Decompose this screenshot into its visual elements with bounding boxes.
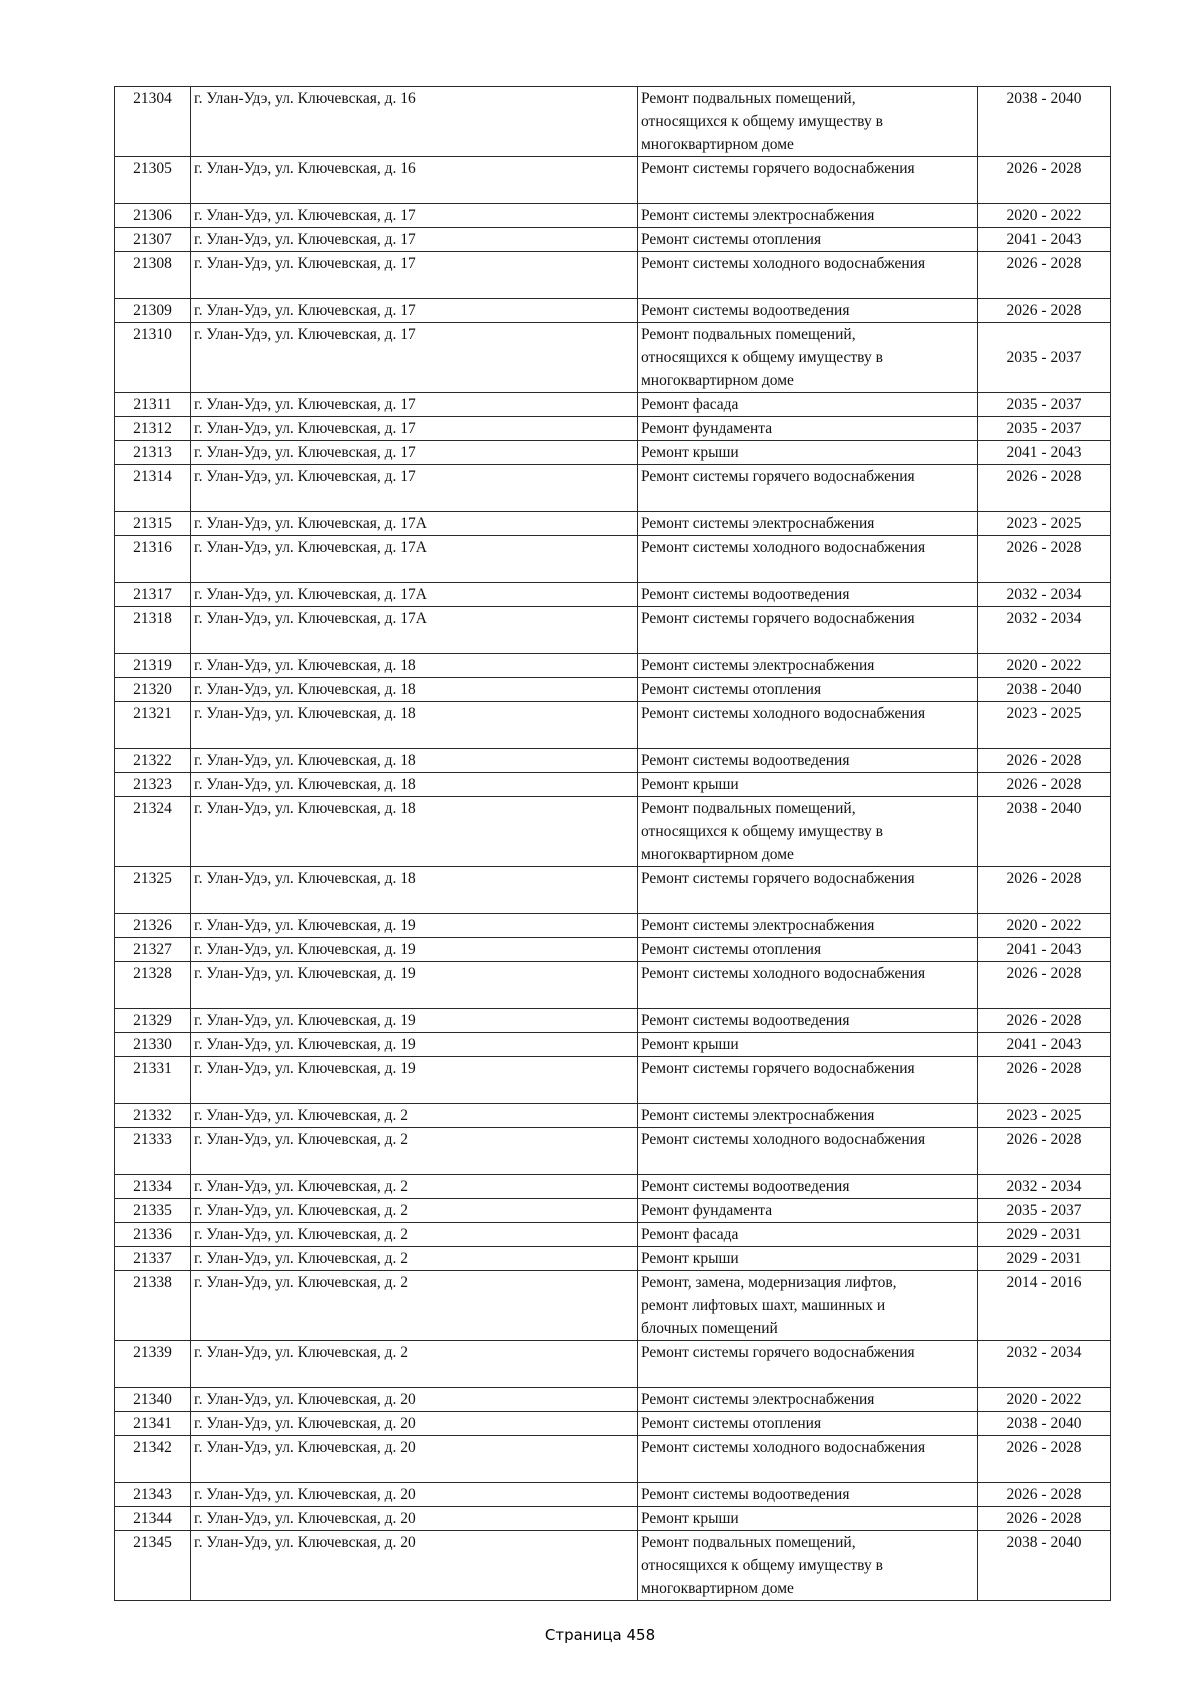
table-row [115,1388,1111,1412]
row-number: 21306 [115,204,191,228]
row-period: 2026 - 2028 [978,749,1111,773]
row-work-type: Ремонт системы горячего водоснабжения [638,465,978,512]
row-address: г. Улан-Удэ, ул. Ключевская, д. 18 [191,678,638,702]
table-row [115,607,1111,654]
row-number: 21310 [115,323,191,393]
row-address: г. Улан-Удэ, ул. Ключевская, д. 20 [191,1412,638,1436]
row-address: г. Улан-Удэ, ул. Ключевская, д. 20 [191,1507,638,1531]
row-address: г. Улан-Удэ, ул. Ключевская, д. 20 [191,1388,638,1412]
row-address: г. Улан-Удэ, ул. Ключевская, д. 19 [191,1009,638,1033]
row-period: 2029 - 2031 [978,1247,1111,1271]
row-work-type: Ремонт фундамента [638,1199,978,1223]
row-period: 2032 - 2034 [978,607,1111,654]
row-address: г. Улан-Удэ, ул. Ключевская, д. 18 [191,654,638,678]
row-number: 21327 [115,938,191,962]
row-address: г. Улан-Удэ, ул. Ключевская, д. 16 [191,157,638,204]
row-period: 2026 - 2028 [978,962,1111,1009]
table-body [115,87,1111,1601]
row-work-type: Ремонт подвальных помещений, относящихся к общему имуществу в многоквартирном доме [638,87,978,157]
row-address: г. Улан-Удэ, ул. Ключевская, д. 2 [191,1128,638,1175]
table-row [115,1223,1111,1247]
row-address: г. Улан-Удэ, ул. Ключевская, д. 18 [191,749,638,773]
row-address: г. Улан-Удэ, ул. Ключевская, д. 19 [191,1033,638,1057]
row-number: 21323 [115,773,191,797]
row-address: г. Улан-Удэ, ул. Ключевская, д. 2 [191,1223,638,1247]
row-period: 2026 - 2028 [978,157,1111,204]
row-period: 2038 - 2040 [978,1412,1111,1436]
row-number: 21328 [115,962,191,1009]
row-period: 2038 - 2040 [978,797,1111,867]
table-row [115,678,1111,702]
row-period: 2032 - 2034 [978,1175,1111,1199]
table-row [115,393,1111,417]
row-number: 21315 [115,512,191,536]
row-address: г. Улан-Удэ, ул. Ключевская, д. 2 [191,1341,638,1388]
table-row [115,773,1111,797]
row-period: 2035 - 2037 [978,1199,1111,1223]
row-work-type: Ремонт системы водоотведения [638,583,978,607]
table-row [115,1531,1111,1601]
row-work-type: Ремонт системы холодного водоснабжения [638,252,978,299]
row-number: 21314 [115,465,191,512]
row-work-type: Ремонт системы холодного водоснабжения [638,702,978,749]
row-number: 21307 [115,228,191,252]
row-period: 2035 - 2037 [978,323,1111,393]
row-address: г. Улан-Удэ, ул. Ключевская, д. 17 [191,465,638,512]
row-work-type: Ремонт крыши [638,1033,978,1057]
row-work-type: Ремонт системы отопления [638,678,978,702]
row-number: 21322 [115,749,191,773]
table-row [115,536,1111,583]
row-period: 2032 - 2034 [978,583,1111,607]
row-number: 21309 [115,299,191,323]
row-address: г. Улан-Удэ, ул. Ключевская, д. 18 [191,702,638,749]
row-work-type: Ремонт крыши [638,1247,978,1271]
row-work-type: Ремонт системы холодного водоснабжения [638,962,978,1009]
table-row [115,299,1111,323]
row-address: г. Улан-Удэ, ул. Ключевская, д. 20 [191,1531,638,1601]
row-number: 21340 [115,1388,191,1412]
row-number: 21337 [115,1247,191,1271]
row-address: г. Улан-Удэ, ул. Ключевская, д. 17 [191,204,638,228]
row-number: 21338 [115,1271,191,1341]
row-period: 2026 - 2028 [978,1057,1111,1104]
row-work-type: Ремонт, замена, модернизация лифтов, ремонт лифтовых шахт, машинных и блочных помещений [638,1271,978,1341]
row-address: г. Улан-Удэ, ул. Ключевская, д. 20 [191,1483,638,1507]
row-number: 21334 [115,1175,191,1199]
row-work-type: Ремонт системы холодного водоснабжения [638,1436,978,1483]
row-address: г. Улан-Удэ, ул. Ключевская, д. 18 [191,773,638,797]
table-row [115,441,1111,465]
row-number: 21317 [115,583,191,607]
row-work-type: Ремонт системы горячего водоснабжения [638,157,978,204]
row-period: 2041 - 2043 [978,228,1111,252]
row-address: г. Улан-Удэ, ул. Ключевская, д. 19 [191,962,638,1009]
row-period: 2026 - 2028 [978,299,1111,323]
row-address: г. Улан-Удэ, ул. Ключевская, д. 2 [191,1199,638,1223]
row-number: 21342 [115,1436,191,1483]
table-row [115,465,1111,512]
table-row [115,1412,1111,1436]
row-address: г. Улан-Удэ, ул. Ключевская, д. 17 [191,299,638,323]
row-work-type: Ремонт фасада [638,1223,978,1247]
row-number: 21344 [115,1507,191,1531]
row-number: 21339 [115,1341,191,1388]
row-address: г. Улан-Удэ, ул. Ключевская, д. 17А [191,583,638,607]
row-address: г. Улан-Удэ, ул. Ключевская, д. 17 [191,323,638,393]
row-work-type: Ремонт системы электроснабжения [638,914,978,938]
table-row [115,1199,1111,1223]
table-row [115,749,1111,773]
row-period: 2020 - 2022 [978,654,1111,678]
table-row [115,1436,1111,1483]
row-number: 21336 [115,1223,191,1247]
row-period: 2041 - 2043 [978,1033,1111,1057]
row-number: 21324 [115,797,191,867]
row-period: 2029 - 2031 [978,1223,1111,1247]
row-work-type: Ремонт системы горячего водоснабжения [638,607,978,654]
row-work-type: Ремонт системы отопления [638,938,978,962]
row-address: г. Улан-Удэ, ул. Ключевская, д. 2 [191,1104,638,1128]
row-period: 2038 - 2040 [978,1531,1111,1601]
row-period: 2020 - 2022 [978,1388,1111,1412]
row-work-type: Ремонт подвальных помещений, относящихся к общему имуществу в многоквартирном доме [638,1531,978,1601]
row-number: 21325 [115,867,191,914]
row-period: 2026 - 2028 [978,1009,1111,1033]
table-row [115,1247,1111,1271]
row-work-type: Ремонт системы холодного водоснабжения [638,1128,978,1175]
row-work-type: Ремонт системы водоотведения [638,1483,978,1507]
row-period: 2020 - 2022 [978,204,1111,228]
row-number: 21341 [115,1412,191,1436]
row-number: 21318 [115,607,191,654]
table-row [115,1175,1111,1199]
row-work-type: Ремонт системы водоотведения [638,1009,978,1033]
row-number: 21343 [115,1483,191,1507]
table-row [115,1009,1111,1033]
row-number: 21313 [115,441,191,465]
row-address: г. Улан-Удэ, ул. Ключевская, д. 17 [191,393,638,417]
repair-schedule-table [114,86,1111,1601]
row-address: г. Улан-Удэ, ул. Ключевская, д. 17 [191,228,638,252]
row-period: 2026 - 2028 [978,773,1111,797]
row-period: 2026 - 2028 [978,1436,1111,1483]
row-number: 21312 [115,417,191,441]
table-row [115,702,1111,749]
table-row [115,654,1111,678]
row-address: г. Улан-Удэ, ул. Ключевская, д. 19 [191,938,638,962]
row-work-type: Ремонт системы электроснабжения [638,1104,978,1128]
row-period: 2023 - 2025 [978,1104,1111,1128]
row-period: 2026 - 2028 [978,867,1111,914]
row-period: 2035 - 2037 [978,417,1111,441]
table-row [115,204,1111,228]
row-address: г. Улан-Удэ, ул. Ключевская, д. 2 [191,1175,638,1199]
table-row [115,1341,1111,1388]
row-period: 2032 - 2034 [978,1341,1111,1388]
row-period: 2026 - 2028 [978,536,1111,583]
row-work-type: Ремонт фундамента [638,417,978,441]
row-address: г. Улан-Удэ, ул. Ключевская, д. 19 [191,914,638,938]
row-address: г. Улан-Удэ, ул. Ключевская, д. 16 [191,87,638,157]
table-row [115,1507,1111,1531]
table-row [115,962,1111,1009]
row-number: 21308 [115,252,191,299]
row-number: 21330 [115,1033,191,1057]
row-period: 2023 - 2025 [978,512,1111,536]
row-address: г. Улан-Удэ, ул. Ключевская, д. 19 [191,1057,638,1104]
row-work-type: Ремонт подвальных помещений, относящихся к общему имуществу в многоквартирном доме [638,797,978,867]
row-period: 2041 - 2043 [978,938,1111,962]
row-address: г. Улан-Удэ, ул. Ключевская, д. 2 [191,1247,638,1271]
row-address: г. Улан-Удэ, ул. Ключевская, д. 17 [191,441,638,465]
table-row [115,323,1111,393]
table-row [115,1057,1111,1104]
row-work-type: Ремонт системы электроснабжения [638,654,978,678]
table-row [115,938,1111,962]
row-period: 2020 - 2022 [978,914,1111,938]
row-address: г. Улан-Удэ, ул. Ключевская, д. 18 [191,867,638,914]
row-period: 2026 - 2028 [978,1128,1111,1175]
row-address: г. Улан-Удэ, ул. Ключевская, д. 2 [191,1271,638,1341]
row-period: 2026 - 2028 [978,465,1111,512]
row-work-type: Ремонт фасада [638,393,978,417]
row-address: г. Улан-Удэ, ул. Ключевская, д. 17 [191,417,638,441]
row-work-type: Ремонт системы электроснабжения [638,512,978,536]
row-work-type: Ремонт системы горячего водоснабжения [638,867,978,914]
row-period: 2023 - 2025 [978,702,1111,749]
row-number: 21316 [115,536,191,583]
row-address: г. Улан-Удэ, ул. Ключевская, д. 17А [191,536,638,583]
row-number: 21345 [115,1531,191,1601]
table-row [115,252,1111,299]
row-number: 21319 [115,654,191,678]
table-row [115,87,1111,157]
row-number: 21305 [115,157,191,204]
row-address: г. Улан-Удэ, ул. Ключевская, д. 20 [191,1436,638,1483]
table-row [115,914,1111,938]
table-row [115,228,1111,252]
row-number: 21304 [115,87,191,157]
row-period: 2026 - 2028 [978,252,1111,299]
row-number: 21321 [115,702,191,749]
row-work-type: Ремонт системы отопления [638,1412,978,1436]
table-row [115,1128,1111,1175]
table-row [115,867,1111,914]
row-number: 21332 [115,1104,191,1128]
row-number: 21333 [115,1128,191,1175]
table-row [115,417,1111,441]
row-address: г. Улан-Удэ, ул. Ключевская, д. 17 [191,252,638,299]
row-number: 21320 [115,678,191,702]
row-period: 2026 - 2028 [978,1483,1111,1507]
row-number: 21335 [115,1199,191,1223]
row-work-type: Ремонт подвальных помещений, относящихся к общему имуществу в многоквартирном доме [638,323,978,393]
table-row [115,1271,1111,1341]
table-row [115,797,1111,867]
row-work-type: Ремонт системы горячего водоснабжения [638,1057,978,1104]
table-row [115,1033,1111,1057]
row-work-type: Ремонт крыши [638,441,978,465]
table-row [115,1104,1111,1128]
row-work-type: Ремонт системы водоотведения [638,749,978,773]
row-work-type: Ремонт системы электроснабжения [638,1388,978,1412]
row-work-type: Ремонт системы отопления [638,228,978,252]
row-period: 2041 - 2043 [978,441,1111,465]
row-work-type: Ремонт системы водоотведения [638,299,978,323]
row-period: 2026 - 2028 [978,1507,1111,1531]
row-period: 2038 - 2040 [978,678,1111,702]
row-address: г. Улан-Удэ, ул. Ключевская, д. 17А [191,512,638,536]
row-work-type: Ремонт крыши [638,1507,978,1531]
row-period: 2038 - 2040 [978,87,1111,157]
page-number: Страница 458 [544,1626,656,1644]
row-period: 2035 - 2037 [978,393,1111,417]
row-work-type: Ремонт системы водоотведения [638,1175,978,1199]
table-row [115,512,1111,536]
row-address: г. Улан-Удэ, ул. Ключевская, д. 18 [191,797,638,867]
row-number: 21329 [115,1009,191,1033]
row-work-type: Ремонт крыши [638,773,978,797]
row-work-type: Ремонт системы холодного водоснабжения [638,536,978,583]
row-number: 21331 [115,1057,191,1104]
row-work-type: Ремонт системы горячего водоснабжения [638,1341,978,1388]
row-number: 21311 [115,393,191,417]
row-address: г. Улан-Удэ, ул. Ключевская, д. 17А [191,607,638,654]
row-period: 2014 - 2016 [978,1271,1111,1341]
table-row [115,583,1111,607]
row-work-type: Ремонт системы электроснабжения [638,204,978,228]
table-row [115,1483,1111,1507]
table-row [115,157,1111,204]
row-number: 21326 [115,914,191,938]
